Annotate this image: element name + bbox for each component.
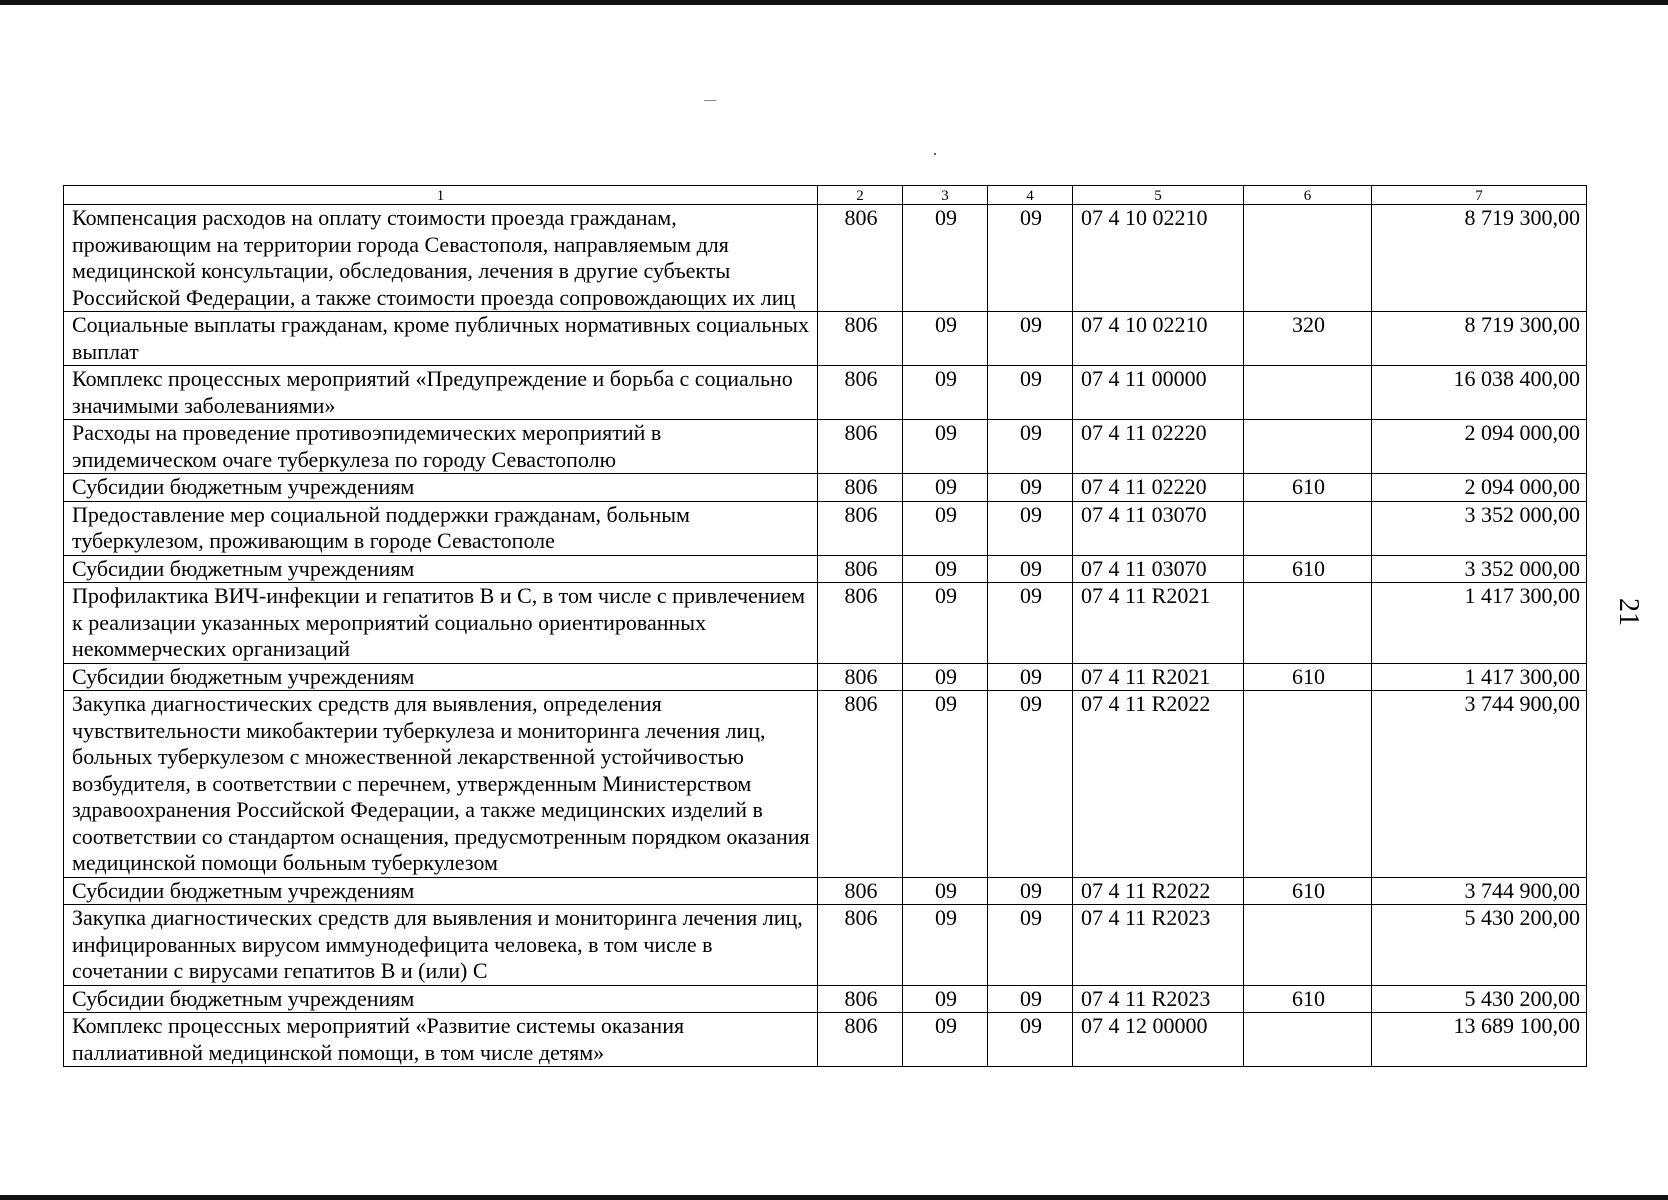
column-number: 2	[818, 186, 903, 205]
amount-cell: 3 352 000,00	[1372, 501, 1587, 555]
table-row	[64, 205, 1587, 312]
table-row	[64, 691, 1587, 878]
expense-type-cell: 610	[1244, 474, 1372, 502]
amount-cell: 2 094 000,00	[1372, 474, 1587, 502]
column-number: 4	[988, 186, 1073, 205]
expense-type-cell: 610	[1244, 663, 1372, 691]
row-name-cell: Субсидии бюджетным учреждениям	[64, 474, 818, 502]
target-article-cell: 07 4 11 R2022	[1073, 691, 1244, 878]
scan-speck	[704, 100, 716, 101]
grbs-code-cell: 806	[818, 905, 903, 986]
scan-speck	[934, 153, 936, 155]
subsection-code-cell: 09	[988, 501, 1073, 555]
subsection-code-cell: 09	[988, 420, 1073, 474]
expense-type-cell	[1244, 1013, 1372, 1067]
row-name-cell: Профилактика ВИЧ-инфекции и гепатитов В и С, в том числе с привлечением к реализации указанных мероприятий социально ориентированных некоммерческих организаций	[64, 583, 818, 664]
grbs-code-cell: 806	[818, 1013, 903, 1067]
subsection-code-cell: 09	[988, 877, 1073, 905]
row-name-cell: Компенсация расходов на оплату стоимости проезда гражданам, проживающим на территории города Севастополя, направляемым для медицинской консультации, обследования, лечения в другие субъекты Российской Федерации, а также стоимости проезда сопровождающих их лиц	[64, 205, 818, 312]
amount-cell: 1 417 300,00	[1372, 663, 1587, 691]
grbs-code-cell: 806	[818, 691, 903, 878]
grbs-code-cell: 806	[818, 663, 903, 691]
section-code-cell: 09	[903, 312, 988, 366]
row-name-cell: Субсидии бюджетным учреждениям	[64, 555, 818, 583]
row-name-cell: Закупка диагностических средств для выявления и мониторинга лечения лиц, инфицированных вирусом иммунодефицита человека, в том числе в сочетании с вирусами гепатитов В и (или) С	[64, 905, 818, 986]
row-name-cell: Субсидии бюджетным учреждениям	[64, 663, 818, 691]
table-row	[64, 555, 1587, 583]
section-code-cell: 09	[903, 691, 988, 878]
amount-cell: 8 719 300,00	[1372, 205, 1587, 312]
section-code-cell: 09	[903, 205, 988, 312]
subsection-code-cell: 09	[988, 555, 1073, 583]
table-row	[64, 663, 1587, 691]
subsection-code-cell: 09	[988, 1013, 1073, 1067]
column-number: 3	[903, 186, 988, 205]
budget-table-body	[64, 205, 1587, 1067]
target-article-cell: 07 4 10 02210	[1073, 205, 1244, 312]
expense-type-cell: 610	[1244, 877, 1372, 905]
target-article-cell: 07 4 11 R2023	[1073, 985, 1244, 1013]
expense-type-cell: 610	[1244, 985, 1372, 1013]
amount-cell: 13 689 100,00	[1372, 1013, 1587, 1067]
subsection-code-cell: 09	[988, 985, 1073, 1013]
section-code-cell: 09	[903, 985, 988, 1013]
grbs-code-cell: 806	[818, 501, 903, 555]
section-code-cell: 09	[903, 420, 988, 474]
column-number: 5	[1073, 186, 1244, 205]
section-code-cell: 09	[903, 501, 988, 555]
target-article-cell: 07 4 10 02210	[1073, 312, 1244, 366]
row-name-cell: Субсидии бюджетным учреждениям	[64, 985, 818, 1013]
target-article-cell: 07 4 11 02220	[1073, 474, 1244, 502]
table-row	[64, 877, 1587, 905]
subsection-code-cell: 09	[988, 691, 1073, 878]
row-name-cell: Предоставление мер социальной поддержки гражданам, больным туберкулезом, проживающим в городе Севастополе	[64, 501, 818, 555]
row-name-cell: Комплекс процессных мероприятий «Развитие системы оказания паллиативной медицинской помощи, в том числе детям»	[64, 1013, 818, 1067]
grbs-code-cell: 806	[818, 583, 903, 664]
target-article-cell: 07 4 11 03070	[1073, 501, 1244, 555]
target-article-cell: 07 4 12 00000	[1073, 1013, 1244, 1067]
amount-cell: 16 038 400,00	[1372, 366, 1587, 420]
grbs-code-cell: 806	[818, 877, 903, 905]
expense-type-cell	[1244, 501, 1372, 555]
section-code-cell: 09	[903, 366, 988, 420]
table-row	[64, 501, 1587, 555]
amount-cell: 2 094 000,00	[1372, 420, 1587, 474]
section-code-cell: 09	[903, 905, 988, 986]
expense-type-cell	[1244, 691, 1372, 878]
table-row	[64, 1013, 1587, 1067]
expense-type-cell	[1244, 205, 1372, 312]
amount-cell: 3 352 000,00	[1372, 555, 1587, 583]
subsection-code-cell: 09	[988, 663, 1073, 691]
section-code-cell: 09	[903, 555, 988, 583]
target-article-cell: 07 4 11 02220	[1073, 420, 1244, 474]
column-number-row	[64, 186, 1587, 205]
row-name-cell: Расходы на проведение противоэпидемических мероприятий в эпидемическом очаге туберкулеза по городу Севастополю	[64, 420, 818, 474]
table-row	[64, 312, 1587, 366]
table-row	[64, 366, 1587, 420]
expense-type-cell	[1244, 583, 1372, 664]
grbs-code-cell: 806	[818, 312, 903, 366]
target-article-cell: 07 4 11 00000	[1073, 366, 1244, 420]
page-number: 21	[1613, 598, 1644, 626]
budget-table	[63, 185, 1587, 1067]
row-name-cell: Субсидии бюджетным учреждениям	[64, 877, 818, 905]
table-row	[64, 583, 1587, 664]
subsection-code-cell: 09	[988, 366, 1073, 420]
amount-cell: 5 430 200,00	[1372, 905, 1587, 986]
target-article-cell: 07 4 11 R2022	[1073, 877, 1244, 905]
section-code-cell: 09	[903, 583, 988, 664]
table-row	[64, 474, 1587, 502]
grbs-code-cell: 806	[818, 205, 903, 312]
grbs-code-cell: 806	[818, 555, 903, 583]
target-article-cell: 07 4 11 03070	[1073, 555, 1244, 583]
section-code-cell: 09	[903, 663, 988, 691]
scan-bottom-edge	[0, 1195, 1668, 1200]
column-number: 1	[64, 186, 818, 205]
table-row	[64, 905, 1587, 986]
expense-type-cell	[1244, 366, 1372, 420]
expense-type-cell: 320	[1244, 312, 1372, 366]
amount-cell: 3 744 900,00	[1372, 691, 1587, 878]
amount-cell: 1 417 300,00	[1372, 583, 1587, 664]
section-code-cell: 09	[903, 877, 988, 905]
row-name-cell: Закупка диагностических средств для выявления, определения чувствительности микобактерии туберкулеза и мониторинга лечения лиц, больных туберкулезом с множественной лекарственной устойчивостью возбудителя, в соответствии с перечнем, утвержденным Министерством здравоохранения Российской Федерации, а также медицинских изделий в соответствии со стандартом оснащения, предусмотренным порядком оказания медицинской помощи больным туберкулезом	[64, 691, 818, 878]
grbs-code-cell: 806	[818, 366, 903, 420]
amount-cell: 3 744 900,00	[1372, 877, 1587, 905]
table-row	[64, 420, 1587, 474]
row-name-cell: Комплекс процессных мероприятий «Предупреждение и борьба с социально значимыми заболеваниями»	[64, 366, 818, 420]
table-row	[64, 985, 1587, 1013]
subsection-code-cell: 09	[988, 905, 1073, 986]
subsection-code-cell: 09	[988, 205, 1073, 312]
section-code-cell: 09	[903, 474, 988, 502]
scan-top-edge	[0, 0, 1668, 5]
target-article-cell: 07 4 11 R2021	[1073, 663, 1244, 691]
column-number: 7	[1372, 186, 1587, 205]
grbs-code-cell: 806	[818, 420, 903, 474]
expense-type-cell	[1244, 905, 1372, 986]
amount-cell: 5 430 200,00	[1372, 985, 1587, 1013]
row-name-cell: Социальные выплаты гражданам, кроме публичных нормативных социальных выплат	[64, 312, 818, 366]
target-article-cell: 07 4 11 R2021	[1073, 583, 1244, 664]
expense-type-cell: 610	[1244, 555, 1372, 583]
amount-cell: 8 719 300,00	[1372, 312, 1587, 366]
subsection-code-cell: 09	[988, 474, 1073, 502]
grbs-code-cell: 806	[818, 985, 903, 1013]
expense-type-cell	[1244, 420, 1372, 474]
grbs-code-cell: 806	[818, 474, 903, 502]
subsection-code-cell: 09	[988, 312, 1073, 366]
target-article-cell: 07 4 11 R2023	[1073, 905, 1244, 986]
subsection-code-cell: 09	[988, 583, 1073, 664]
column-number: 6	[1244, 186, 1372, 205]
section-code-cell: 09	[903, 1013, 988, 1067]
